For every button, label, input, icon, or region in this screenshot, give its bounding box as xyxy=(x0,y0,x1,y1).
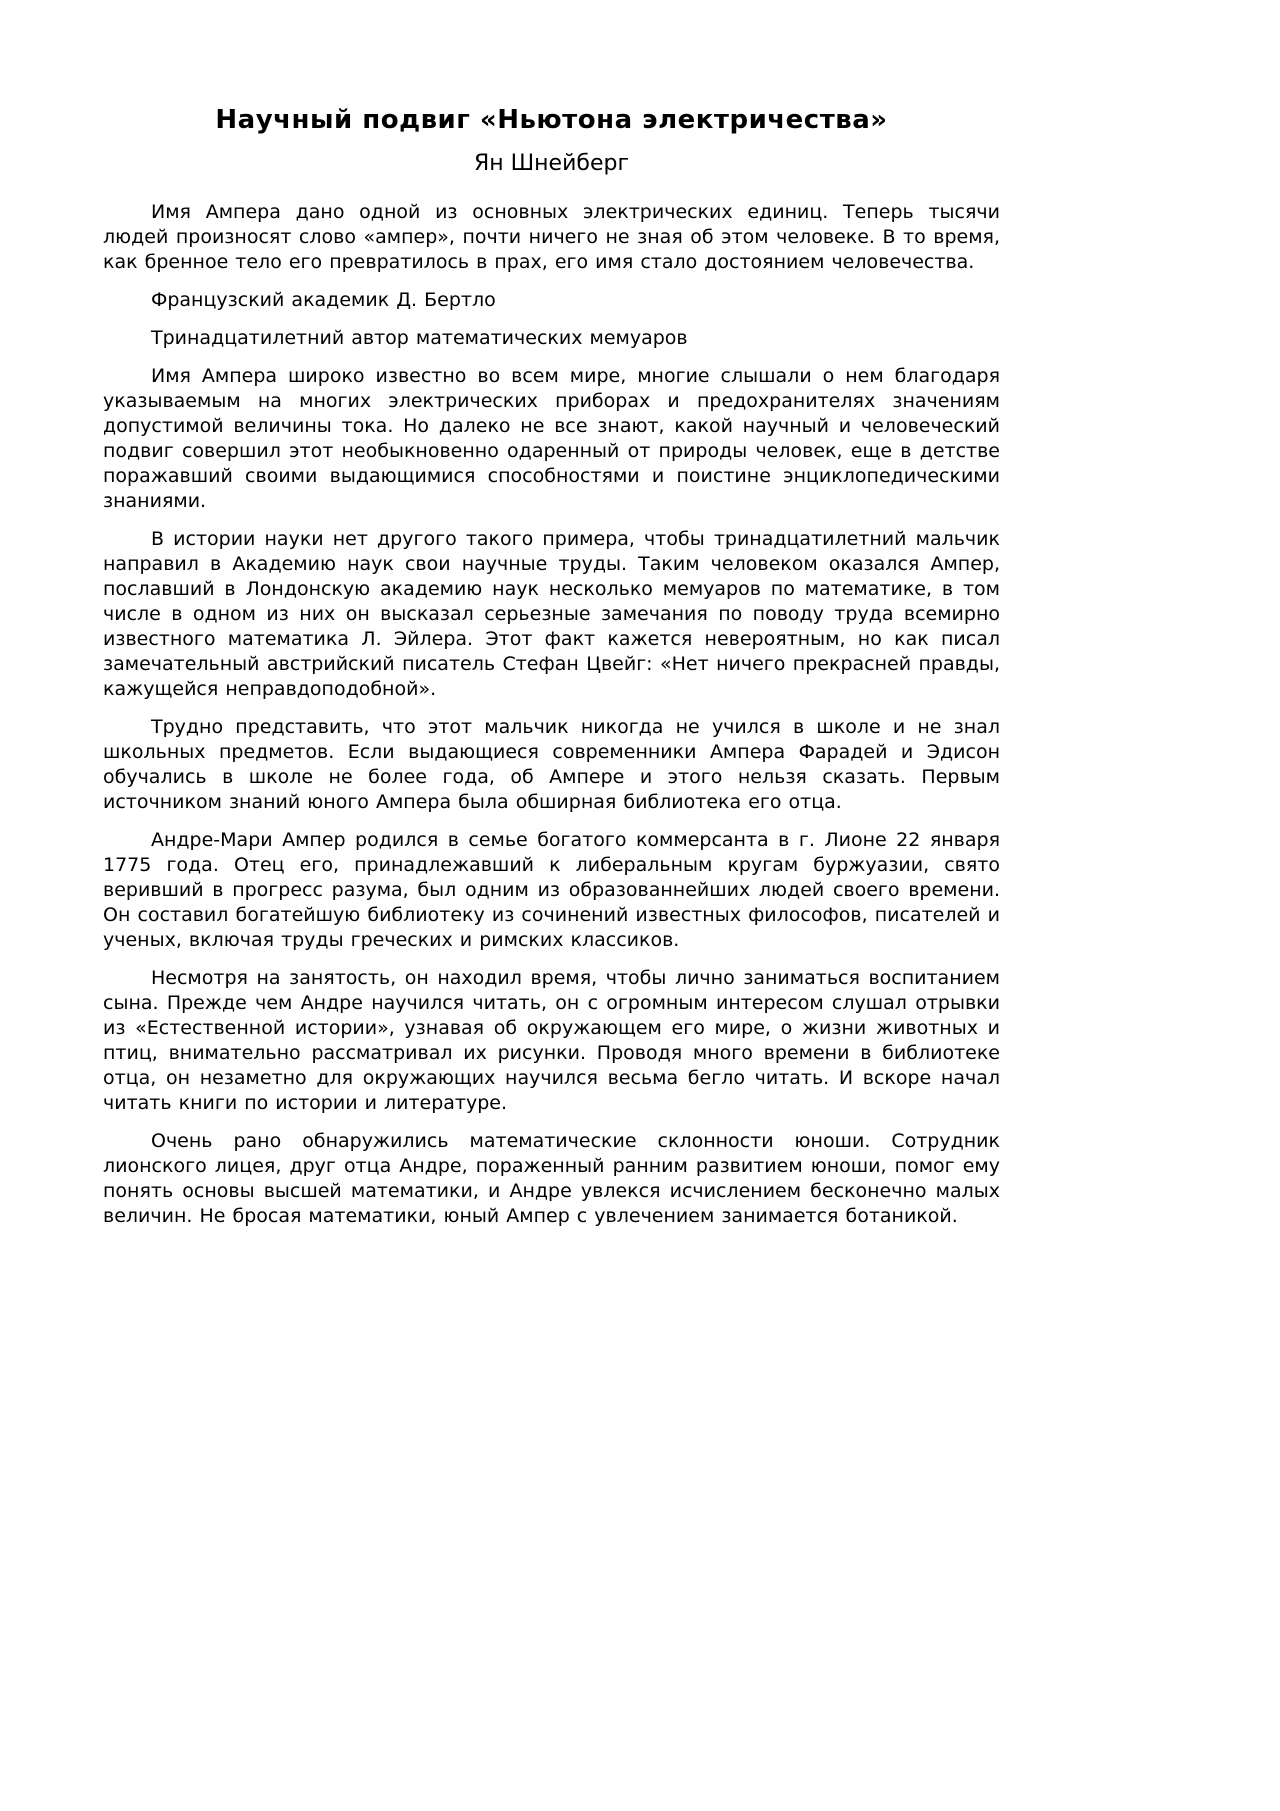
paragraph-fame: Имя Ампера широко известно во всем мире, многие слышали о нем благодаря указываемым на многих электрических приборах и предохранителях значениям допустимой величины тока. Но далеко не все знают, какой научный и человеческий подвиг совершил этот необыкновенно одаренный от природы человек, еще в детстве поражавший своими выдающимися способностями и поистине энциклопедическими знаниями. xyxy=(103,365,1000,512)
paragraph-birth-family: Андре-Мари Ампер родился в семье богатого коммерсанта в г. Лионе 22 января 1775 года. Отец его, принадлежавший к либеральным кругам буржуазии, свято веривший в прогресс разума, был одним из образованнейших людей своего времени. Он составил богатейшую библиотеку из сочинений известных философов, писателей и ученых, включая труды греческих и римских классиков. xyxy=(103,829,1000,951)
paragraph-math-talent: Очень рано обнаружились математические склонности юноши. Сотрудник лионского лицея, друг отца Андре, пораженный ранним развитием юноши, помог ему понять основы высшей математики, и Андре увлекся исчислением бесконечно малых величин. Не бросая математики, юный Ампер с увлечением занимается ботаникой. xyxy=(103,1130,1000,1227)
paragraph-father-teaching: Несмотря на занятость, он находил время, чтобы лично заниматься воспитанием сына. Прежде чем Андре научился читать, он с огромным интересом слушал отрывки из «Естественной истории», узнавая об окружающем его мире, о жизни животных и птиц, внимательно рассматривал их рисунки. Проводя много времени в библиотеке отца, он незаметно для окружающих научился весьма бегло читать. И вскоре начал читать книги по истории и литературе. xyxy=(103,967,1000,1114)
paragraph-academy: В истории науки нет другого такого примера, чтобы тринадцатилетний мальчик направил в Академию наук свои научные труды. Таким человеком оказался Ампер, пославший в Лондонскую академию наук несколько мемуаров по математике, в том числе в одном из них он высказал серьезные замечания по поводу труда всемирно известного математика Л. Эйлера. Этот факт кажется невероятным, но как писал замечательный австрийский писатель Стефан Цвейг: «Нет ничего прекрасней правды, кажущейся неправдоподобной». xyxy=(103,528,1000,700)
paragraph-intro-epigraph: Имя Ампера дано одной из основных электрических единиц. Теперь тысячи людей произносят слово «ампер», почти ничего не зная об этом человеке. В то время, как бренное тело его превратилось в прах, его имя стало достоянием человечества. xyxy=(103,201,1000,273)
document-title: Научный подвиг «Ньютона электричества» xyxy=(215,105,888,135)
paragraph-no-school: Трудно представить, что этот мальчик никогда не учился в школе и не знал школьных предметов. Если выдающиеся современники Ампера Фарадей и Эдисон обучались в школе не более года, об Ампере и этого нельзя сказать. Первым источником знаний юного Ампера была обширная библиотека его отца. xyxy=(103,716,1000,813)
epigraph-attribution: Французский академик Д. Бертло xyxy=(151,289,496,311)
document-author: Ян Шнейберг xyxy=(473,151,630,176)
section-heading: Тринадцатилетний автор математических мемуаров xyxy=(151,327,688,349)
